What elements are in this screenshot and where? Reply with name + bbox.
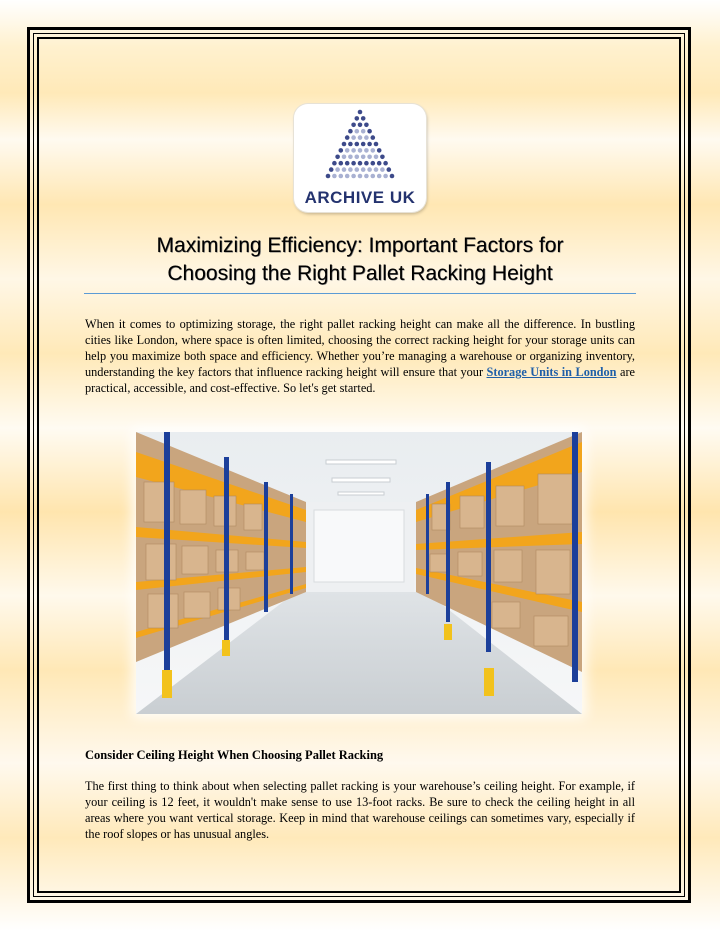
section-paragraph: The first thing to think about when selecting pallet racking is your warehouse’s ceiling height. For example, if your ceiling is 12 feet, it wouldn't make sense to use 13-foot racks. Be sure to check the ceiling height in all areas where you want vertical storage. Keep in mind that warehouse ceilings can sometimes vary, especially if the roof slopes or has unusual angles. bbox=[85, 779, 635, 841]
logo-text: ARCHIVE UK bbox=[304, 188, 416, 207]
warehouse-photo bbox=[136, 432, 582, 714]
title-line-1: Maximizing Efficiency: Important Factors for bbox=[156, 234, 564, 257]
storage-units-london-link[interactable]: Storage Units in London bbox=[486, 365, 617, 379]
intro-text-before-link: When it comes to optimizing storage, the right pallet racking height can make all the difference. In bustling cities like London, where space is often limited, choosing the correct racking height for your storage units can help you maximize both space and efficiency. Whether you’re managing a warehouse or organizing inventory, understanding the key factors that influence racking height will ensure that your bbox=[85, 317, 635, 379]
archive-uk-logo bbox=[294, 104, 426, 212]
intro-paragraph bbox=[85, 316, 635, 396]
section-heading: Consider Ceiling Height When Choosing Pallet Racking bbox=[85, 748, 384, 762]
title-divider bbox=[84, 293, 636, 294]
title-line-2: Choosing the Right Pallet Racking Height bbox=[167, 262, 553, 285]
page-title bbox=[90, 232, 630, 288]
intro-text-after-link: are practical, accessible, and cost-effective. So let's get started. bbox=[85, 365, 635, 395]
warehouse-racking-image bbox=[136, 432, 582, 714]
